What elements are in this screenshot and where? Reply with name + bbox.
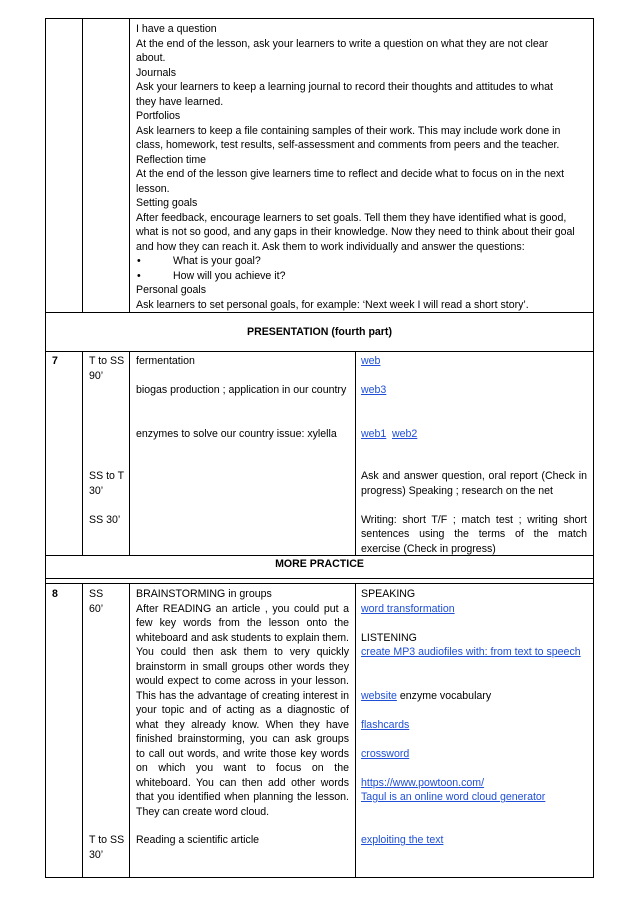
bullet-item: What is your goal?: [173, 255, 261, 267]
timing: SS: [89, 588, 104, 600]
table-border: [45, 18, 594, 19]
table-border: [129, 583, 130, 877]
timing: 60’: [89, 602, 104, 615]
bullet-item: How will you achieve it?: [173, 269, 286, 282]
table-border: [355, 583, 356, 877]
table-border: [45, 877, 594, 878]
resource-link-web[interactable]: web: [361, 355, 381, 367]
brainstorm-title: BRAINSTORMING in groups: [136, 588, 272, 600]
table-border: [129, 351, 130, 555]
website-line: [361, 689, 491, 704]
notes-line: about.: [136, 52, 166, 64]
table-border: [82, 18, 83, 312]
notes-line: Portfolios: [136, 110, 181, 122]
activity: biogas production ; application in our country: [136, 384, 347, 396]
listening-label: LISTENING: [361, 631, 417, 644]
activity: enzymes to solve our country issue: xylella: [136, 427, 337, 440]
table-border: [82, 351, 83, 555]
presentation-heading: PRESENTATION (fourth part): [247, 326, 392, 338]
notes-line: At the end of the lesson, ask your learners to write a question on what they are not clear: [136, 37, 549, 50]
notes-line: I have a question: [136, 23, 217, 35]
timing: 30’: [89, 484, 104, 497]
table-border: [45, 351, 594, 352]
notes-line: and how they can reach it. Ask them to work individually and answer the questions:: [136, 240, 525, 253]
resource-text: Writing: short T/F ; match test ; writing short sentences using the terms of the match exercise (Check in progress): [361, 513, 587, 555]
website-suffix: enzyme vocabulary: [396, 689, 492, 702]
table-border: [45, 578, 594, 579]
notes-line: Personal goals: [136, 284, 207, 296]
notes-line: After feedback, encourage learners to set goals. Tell them they have identified what is good,: [136, 211, 567, 224]
mp3-audiofiles-link[interactable]: create MP3 audiofiles with: from text to speech: [361, 646, 581, 658]
notes-line: At the end of the lesson give learners time to reflect and decide what to focus on in the next: [136, 168, 565, 180]
notes-line: lesson.: [136, 182, 170, 195]
table-border: [129, 18, 130, 312]
row-number: 8: [52, 588, 58, 600]
notes-line: they have learned.: [136, 95, 224, 108]
notes-line: Ask learners to keep a file containing samples of their work. This may include work done in: [136, 124, 561, 137]
resource-text: Ask and answer question, oral report (Check in progress) Speaking ; research on the net: [361, 470, 587, 497]
bullet-marker: •: [137, 269, 141, 282]
flashcards-link[interactable]: flashcards: [361, 718, 410, 731]
table-border: [82, 583, 83, 877]
timing: SS 30’: [89, 513, 121, 526]
more-practice-heading: MORE PRACTICE: [275, 558, 364, 570]
row-number: 7: [52, 355, 58, 367]
activity: fermentation: [136, 355, 195, 367]
timing: SS to T: [89, 470, 125, 482]
timing: T to SS: [89, 834, 125, 846]
notes-line: Journals: [136, 66, 177, 79]
timing: 30’: [89, 848, 104, 861]
table-border: [45, 312, 594, 313]
exploiting-text-link[interactable]: exploiting the text: [361, 834, 444, 846]
tagul-link[interactable]: Tagul is an online word cloud generator: [361, 791, 546, 803]
notes-line: Setting goals: [136, 197, 198, 209]
notes-line: Reflection time: [136, 153, 207, 166]
notes-line: Ask your learners to keep a learning journal to record their thoughts and attitudes to what: [136, 81, 553, 93]
table-border: [45, 583, 594, 584]
timing: T to SS: [89, 355, 125, 367]
notes-line: class, homework, test results, self-assessment and comments from peers and the teacher.: [136, 139, 560, 151]
word-transformation-link[interactable]: word transformation: [361, 602, 455, 615]
notes-line: Ask learners to set personal goals, for example: ‘Next week I will read a short story’.: [136, 298, 529, 311]
resource-link-web2[interactable]: web2: [392, 427, 418, 440]
reading-activity: Reading a scientific article: [136, 834, 260, 846]
resource-link-web3[interactable]: web3: [361, 384, 387, 396]
table-border: [45, 18, 46, 878]
bullet-marker: •: [137, 255, 141, 267]
notes-line: what is not so good, and any gaps in their knowledge. Now they need to think about their goal: [136, 226, 575, 238]
speaking-label: SPEAKING: [361, 588, 416, 600]
table-border: [355, 351, 356, 555]
website-link[interactable]: website: [361, 689, 397, 702]
timing: 90’: [89, 369, 104, 382]
table-border: [593, 18, 594, 878]
powtoon-link[interactable]: https://www.powtoon.com/: [361, 776, 485, 789]
crossword-link[interactable]: crossword: [361, 747, 410, 760]
brainstorm-text: After READING an article , you could put a few key words from the lesson onto the whiteboard and ask students to explain them. You could then ask them to very quickly brainstorm in small groups other words they would expect to come across in your lesson. This has the advantage of creating interest in your topic and of acting as a diagnostic of what they already know. When they have finished brainstorming, you can ask groups to call out words, and write those key words on which you want to focus on the whiteboard. You can then add other words that you identified when planning the lesson. They can create word cloud.: [136, 602, 349, 818]
resource-link-web1[interactable]: web1: [361, 427, 387, 440]
